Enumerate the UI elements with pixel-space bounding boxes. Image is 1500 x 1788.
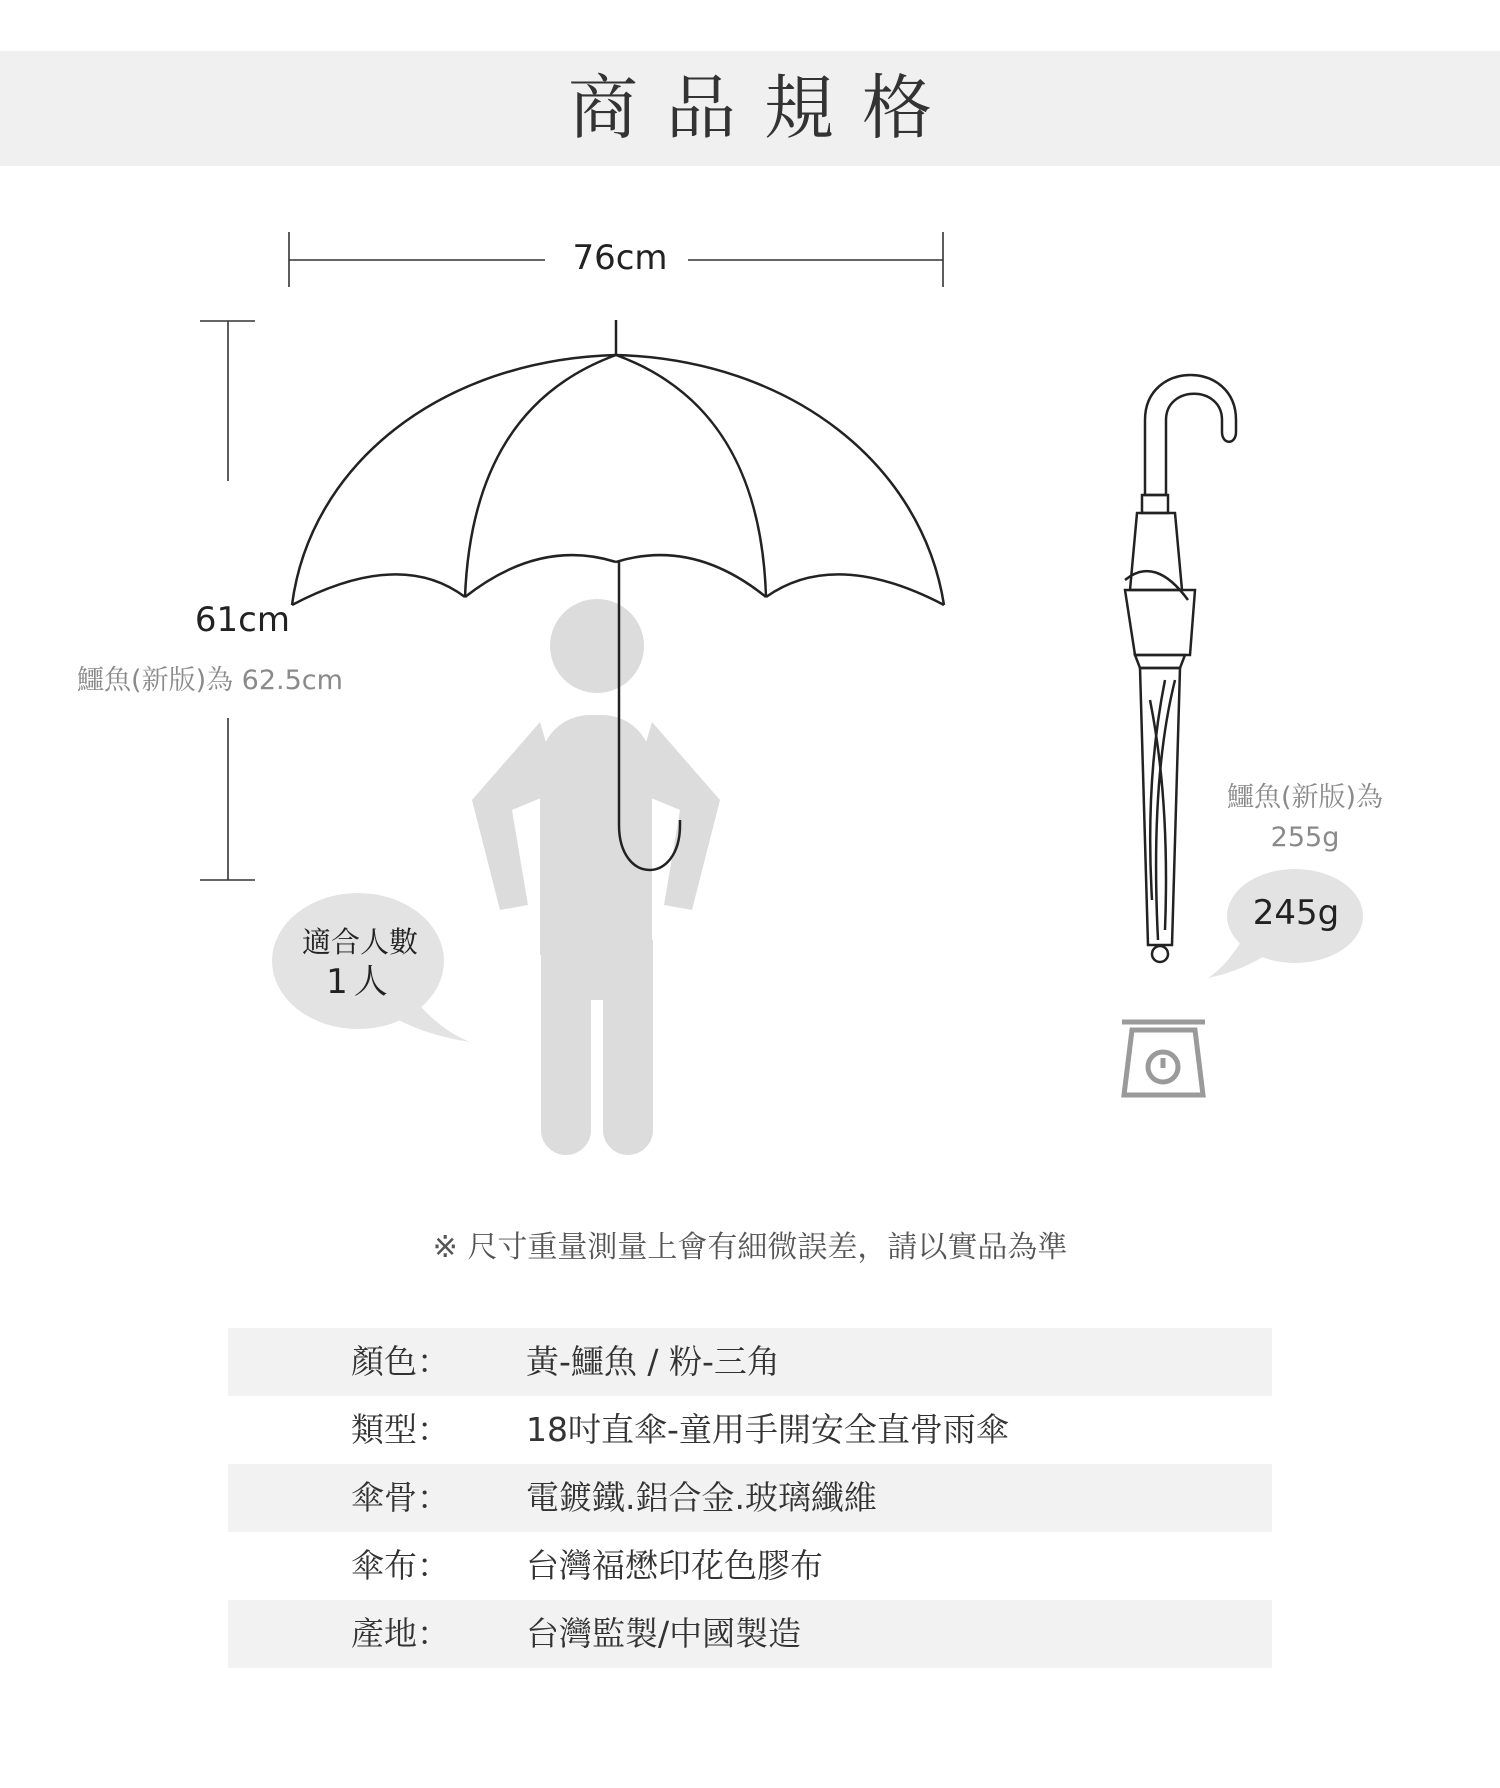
open-umbrella-icon (292, 320, 944, 870)
spec-value: 電鍍鐵.鋁合金.玻璃纖維 (526, 1478, 877, 1517)
spec-value: 台灣福懋印花色膠布 (526, 1546, 823, 1585)
spec-key: 產地： (351, 1614, 450, 1653)
spec-row-frame (228, 1464, 1272, 1532)
weight-label: 245g (1252, 893, 1340, 933)
capacity-value: 1人 (326, 962, 394, 1002)
weight-note (1205, 778, 1405, 858)
height-label: 61cm (194, 600, 290, 640)
spec-value: 18吋直傘-童用手開安全直骨雨傘 (526, 1410, 1009, 1449)
weight-note-line2: 255g (1270, 822, 1340, 853)
spec-key: 類型： (351, 1410, 450, 1449)
spec-row-fabric (228, 1532, 1272, 1600)
width-label: 76cm (572, 238, 668, 278)
spec-key: 顏色： (351, 1342, 450, 1381)
spec-value: 黃-鱷魚 / 粉-三角 (526, 1342, 780, 1381)
height-note: 鱷魚(新版)為 62.5cm (77, 665, 343, 696)
spec-table (228, 1328, 1272, 1668)
scale-icon (1122, 1022, 1205, 1095)
spec-key: 傘骨： (351, 1478, 450, 1517)
spec-key: 傘布： (351, 1546, 450, 1585)
spec-row-color (228, 1328, 1272, 1396)
capacity-label: 適合人數 (301, 925, 418, 959)
spec-row-origin (228, 1600, 1272, 1668)
closed-umbrella-icon (1125, 375, 1236, 962)
page-title: 商品規格 (568, 67, 960, 149)
capacity-bubble-text (280, 922, 440, 1002)
person-silhouette (472, 599, 720, 1155)
measurement-notice: ※ 尺寸重量測量上會有細微誤差，請以實品為準 (432, 1230, 1068, 1265)
spec-value: 台灣監製/中國製造 (526, 1614, 802, 1653)
weight-note-line1: 鱷魚(新版)為 (1226, 782, 1384, 813)
spec-row-type (228, 1396, 1272, 1464)
